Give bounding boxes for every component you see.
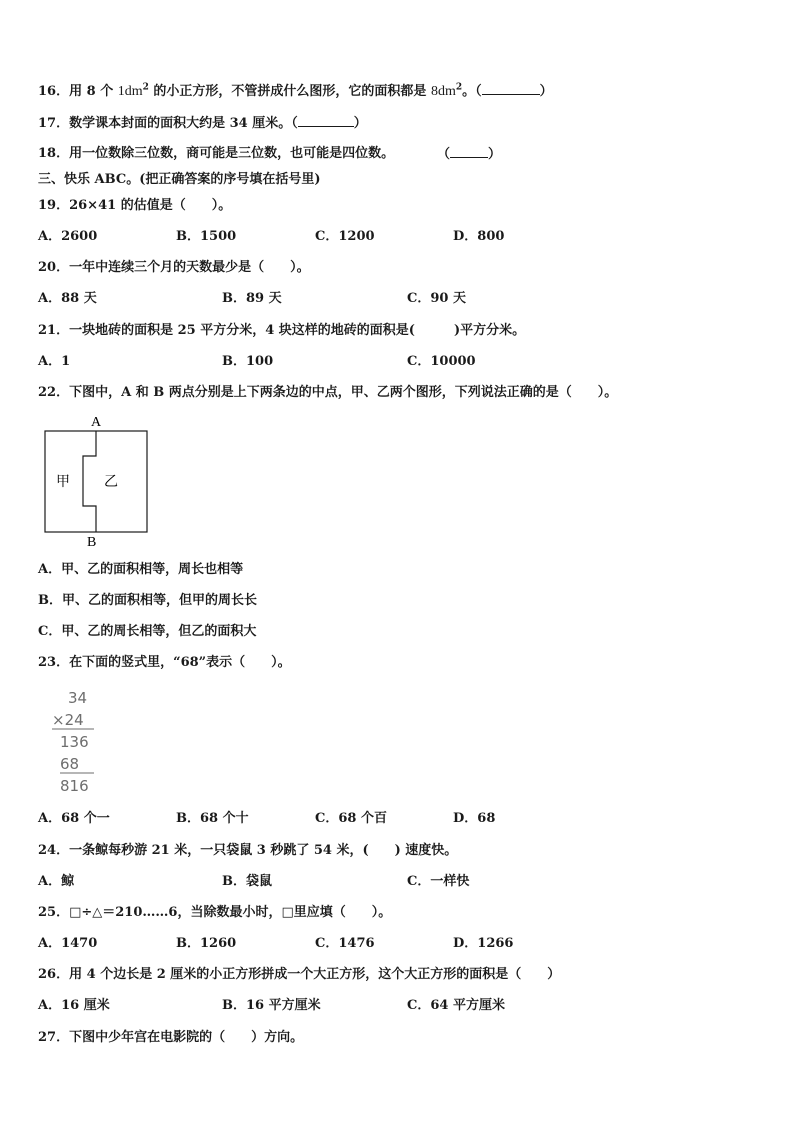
q21-option-a[interactable]: A．1 — [38, 354, 71, 369]
q17-text-b: ） — [353, 116, 367, 131]
q23-option-b[interactable]: B．68 个十 — [176, 811, 249, 826]
q16-unit-1: 1dm — [117, 84, 143, 99]
q18-text-b: （ — [437, 147, 451, 162]
q23-option-d[interactable]: D．68 — [453, 811, 496, 826]
section-3-heading: 三、快乐 ABC。(把正确答案的序号填在括号里) — [38, 172, 321, 187]
q19-option-d[interactable]: D．800 — [453, 229, 505, 244]
q25-option-b[interactable]: B．1260 — [176, 936, 237, 951]
q26-option-b[interactable]: B．16 平方厘米 — [222, 998, 321, 1013]
question-18 — [38, 145, 394, 163]
q23-partial-product-1: 136 — [60, 733, 89, 751]
q16-text-a: 16．用 8 个 — [38, 84, 114, 99]
q23-result: 816 — [60, 777, 89, 795]
q20-option-a[interactable]: A．88 天 — [38, 291, 97, 306]
q18-answer-blank[interactable] — [450, 145, 488, 158]
q22-label-jia: 甲 — [56, 475, 70, 490]
q23-partial-product-2: 68 — [60, 755, 80, 773]
question-23-stem: 23．在下面的竖式里，“68”表示（ ）。 — [38, 655, 291, 670]
q22-dividing-line — [83, 431, 96, 532]
q18-answer-bracket — [437, 145, 501, 164]
q25-option-a[interactable]: A．1470 — [38, 936, 98, 951]
q21-option-c[interactable]: C．10000 — [407, 354, 476, 369]
q21-option-b[interactable]: B．100 — [222, 354, 274, 369]
q19-option-c[interactable]: C．1200 — [315, 229, 375, 244]
q18-text-a: 18．用一位数除三位数，商可能是三位数，也可能是四位数。 — [38, 146, 395, 161]
question-20-stem: 20．一年中连续三个月的天数最少是（ ）。 — [38, 260, 310, 275]
q23-multiplier: ×24 — [52, 711, 84, 729]
q19-option-b[interactable]: B．1500 — [176, 229, 237, 244]
question-17 — [38, 114, 367, 133]
question-21-stem: 21．一块地砖的面积是 25 平方分米，4 块这样的地砖的面积是( )平方分米。 — [38, 323, 526, 338]
q18-text-c: ） — [488, 147, 502, 162]
q22-rectangle-figure — [40, 412, 155, 552]
question-24-stem: 24．一条鲸每秒游 21 米，一只袋鼠 3 秒跳了 54 米，( ) 速度快。 — [38, 843, 458, 858]
q23-vertical-multiplication — [48, 685, 108, 797]
q22-option-c[interactable]: C．甲、乙的周长相等，但乙的面积大 — [38, 624, 257, 639]
q16-unit-1-exponent: 2 — [142, 82, 149, 93]
q16-answer-blank[interactable] — [482, 82, 540, 95]
q16-text-d: ） — [539, 84, 553, 99]
q16-unit-2-exponent: 2 — [455, 82, 463, 93]
q16-text-b: 的小正方形，不管拼成什么图形，它的面积都是 — [153, 84, 427, 99]
q16-text-c: 。（ — [462, 84, 482, 99]
q17-answer-blank[interactable] — [298, 114, 354, 127]
q25-option-d[interactable]: D．1266 — [453, 936, 514, 951]
question-26-stem: 26．用 4 个边长是 2 厘米的小正方形拼成一个大正方形，这个大正方形的面积是（ ） — [38, 967, 561, 982]
question-27-stem: 27．下图中少年宫在电影院的（ ）方向。 — [38, 1030, 304, 1045]
q20-option-b[interactable]: B．89 天 — [222, 291, 282, 306]
q22-option-b[interactable]: B．甲、乙的面积相等，但甲的周长长 — [38, 593, 257, 608]
question-22-stem: 22．下图中，A 和 B 两点分别是上下两条边的中点，甲、乙两个图形，下列说法正确的是（ ）。 — [38, 385, 618, 400]
q23-option-c[interactable]: C．68 个百 — [315, 811, 387, 826]
q17-text-a: 17．数学课本封面的面积大约是 34 厘米。（ — [38, 116, 298, 131]
q26-option-a[interactable]: A．16 厘米 — [38, 998, 110, 1013]
q23-option-a[interactable]: A．68 个一 — [38, 811, 110, 826]
q23-multiplicand: 34 — [68, 689, 88, 707]
q26-option-c[interactable]: C．64 平方厘米 — [407, 998, 505, 1013]
q24-option-b[interactable]: B．袋鼠 — [222, 874, 272, 889]
q22-point-a: A — [91, 415, 102, 430]
q24-option-c[interactable]: C．一样快 — [407, 874, 470, 889]
q24-option-a[interactable]: A．鲸 — [38, 874, 75, 889]
q22-option-a[interactable]: A．甲、乙的面积相等，周长也相等 — [38, 562, 244, 577]
question-16 — [38, 82, 553, 101]
q22-label-yi: 乙 — [104, 475, 118, 490]
question-25-stem: 25．□÷△＝210……6，当除数最小时，□里应填（ ）。 — [38, 905, 392, 920]
q16-unit-2: 8dm — [430, 84, 456, 99]
q19-option-a[interactable]: A．2600 — [38, 229, 98, 244]
q25-option-c[interactable]: C．1476 — [315, 936, 375, 951]
q22-point-b: B — [87, 535, 97, 550]
q20-option-c[interactable]: C．90 天 — [407, 291, 466, 306]
question-19-stem: 19．26×41 的估值是（ ）。 — [38, 198, 232, 213]
